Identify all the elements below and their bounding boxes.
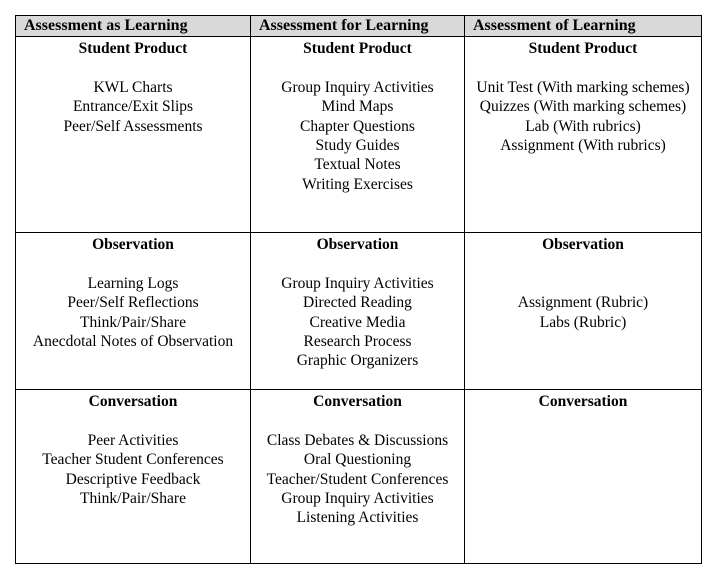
cell-for-learning-observation <box>251 233 465 390</box>
list-item: Peer/Self Assessments <box>63 117 203 135</box>
list-item: Study Guides <box>315 137 400 155</box>
list-item: Think/Pair/Share <box>80 490 186 508</box>
list-item: Entrance/Exit Slips <box>72 98 194 116</box>
list-item: Teacher/Student Conferences <box>266 470 449 488</box>
category-title: Conversation <box>88 393 178 410</box>
list-item: Creative Media <box>309 313 406 331</box>
list-item: Peer Activities <box>87 431 179 449</box>
item-list <box>257 431 458 528</box>
cell-for-learning-student-product <box>251 37 465 233</box>
list-item: Research Process <box>303 333 412 351</box>
cell-of-learning-student-product <box>465 37 702 233</box>
list-item: Class Debates & Discussions <box>266 431 449 449</box>
list-item: Group Inquiry Activities <box>281 274 434 292</box>
assessment-table <box>15 15 702 564</box>
list-item: Mind Maps <box>321 98 394 116</box>
category-title: Observation <box>92 236 174 253</box>
list-item: Textual Notes <box>314 156 401 174</box>
item-list <box>22 431 244 509</box>
list-item: Teacher Student Conferences <box>42 451 224 469</box>
header-assessment-as-learning: Assessment as Learning <box>16 16 251 37</box>
category-title: Observation <box>316 236 399 253</box>
cell-as-learning-conversation <box>16 390 251 564</box>
item-list <box>471 274 695 332</box>
list-item: Think/Pair/Share <box>80 313 186 331</box>
category-title: Observation <box>542 236 624 253</box>
item-list <box>257 78 458 194</box>
list-item: Assignment (With rubrics) <box>500 137 666 155</box>
header-assessment-for-learning: Assessment for Learning <box>251 16 465 37</box>
row-observation <box>16 233 702 390</box>
list-item: Assignment (Rubric) <box>517 294 649 312</box>
row-student-product <box>16 37 702 233</box>
cell-as-learning-student-product <box>16 37 251 233</box>
list-item: KWL Charts <box>93 78 173 96</box>
cell-for-learning-conversation <box>251 390 465 564</box>
list-item: Learning Logs <box>87 274 179 292</box>
cell-of-learning-conversation <box>465 390 702 564</box>
category-title: Student Product <box>528 40 638 57</box>
list-item: Group Inquiry Activities <box>281 78 434 96</box>
category-title: Conversation <box>313 393 402 410</box>
list-item: Lab (With rubrics) <box>525 117 641 135</box>
list-item: Anecdotal Notes of Observation <box>32 333 234 351</box>
list-item: Labs (Rubric) <box>539 313 627 331</box>
list-item: Unit Test (With marking schemes) <box>476 78 690 96</box>
list-item: Graphic Organizers <box>296 352 419 370</box>
list-item: Writing Exercises <box>302 175 413 193</box>
list-item: Descriptive Feedback <box>65 470 201 488</box>
category-title: Student Product <box>78 40 188 57</box>
cell-of-learning-observation <box>465 233 702 390</box>
category-title: Conversation <box>538 393 628 410</box>
header-assessment-of-learning: Assessment of Learning <box>465 16 702 37</box>
list-item: Chapter Questions <box>300 117 415 135</box>
list-item: Peer/Self Reflections <box>67 294 199 312</box>
item-list <box>22 78 244 136</box>
item-list <box>22 274 244 352</box>
header-row <box>16 16 702 37</box>
list-item: Quizzes (With marking schemes) <box>479 98 687 116</box>
row-conversation <box>16 390 702 564</box>
item-list <box>471 78 695 156</box>
category-title: Student Product <box>303 40 412 57</box>
cell-as-learning-observation <box>16 233 251 390</box>
item-list <box>257 274 458 371</box>
list-item: Listening Activities <box>296 509 419 527</box>
list-item: Oral Questioning <box>303 451 412 469</box>
list-item: Directed Reading <box>303 294 412 312</box>
list-item: Group Inquiry Activities <box>281 490 434 508</box>
